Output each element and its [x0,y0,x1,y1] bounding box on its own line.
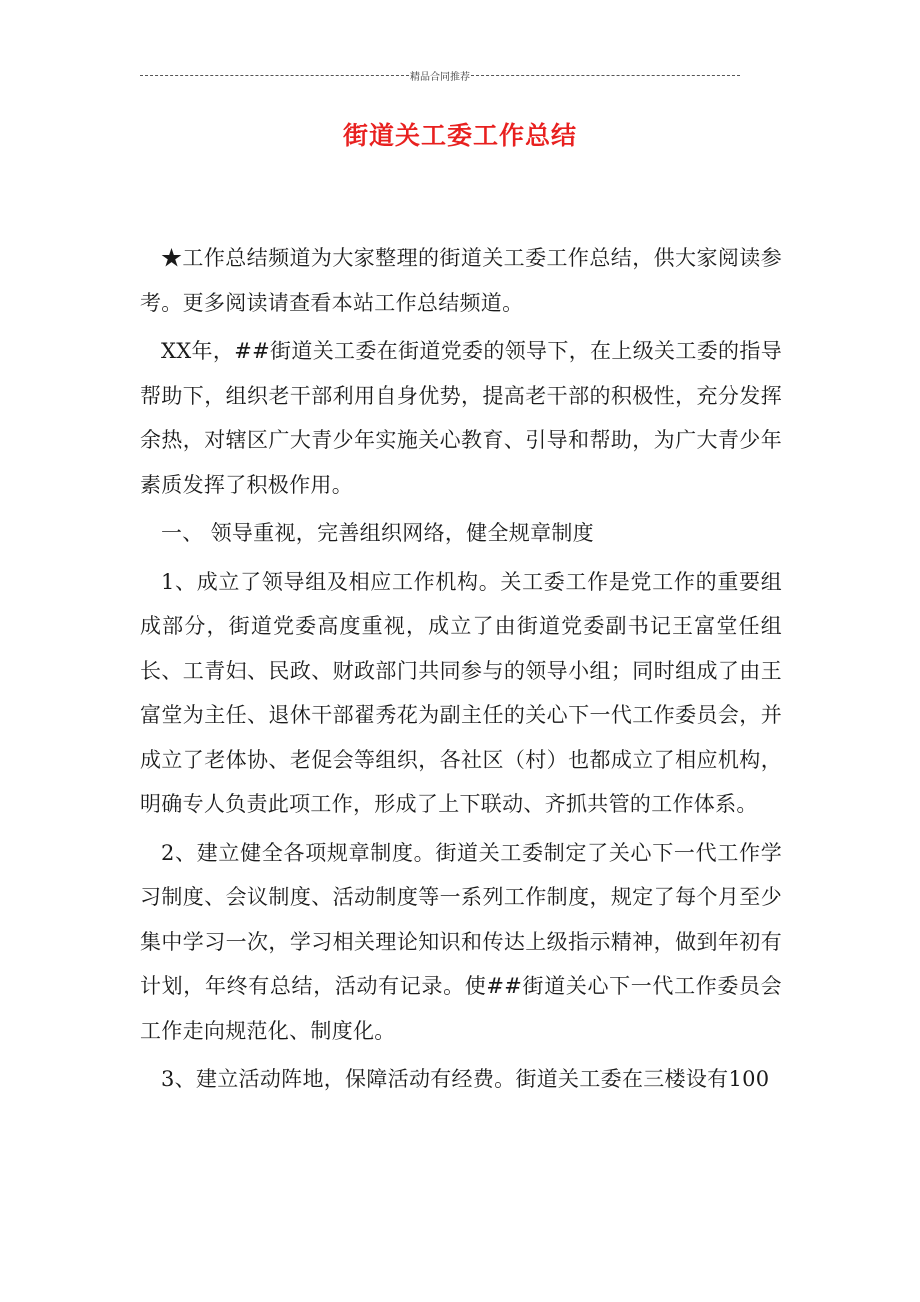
header-dash-left [140,75,409,76]
paragraph-intro: ★工作总结频道为大家整理的街道关工委工作总结，供大家阅读参考。更多阅读请查看本站工作总结频道。 [140,246,782,315]
paragraph-item-1: 1、成立了领导组及相应工作机构。关工委工作是党工作的重要组成部分，街道党委高度重视，成立了由街道党委副书记王富堂任组长、工青妇、民政、财政部门共同参与的领导小组；同时组成了由王富堂为主任、退休干部翟秀花为副主任的关心下一代工作委员会，并成立了老体协、老促会等组织，各社区（村）也都成立了相应机构，明确专人负责此项工作，形成了上下联动、齐抓共管的工作体系。 [140,569,782,816]
document-title: 街道关工委工作总结 [342,121,577,150]
header-label: 精品合同推荐 [410,71,470,83]
paragraph-item-3: 3、建立活动阵地，保障活动有经费。街道关工委在三楼设有100 [161,1067,770,1091]
document-body [140,236,782,1102]
paragraph-overview: XX年，##街道关工委在街道党委的领导下，在上级关工委的指导帮助下，组织老干部利用自身优势，提高老干部的积极性，充分发挥余热，对辖区广大青少年实施关心教育、引导和帮助，为广大青少年素质发挥了积极作用。 [140,339,782,497]
section-heading-1: 一、 领导重视，完善组织网络，健全规章制度 [161,521,594,545]
paragraph-item-2: 2、建立健全各项规章制度。街道关工委制定了关心下一代工作学习制度、会议制度、活动制度等一系列工作制度，规定了每个月至少集中学习一次，学习相关理论知识和传达上级指示精神，做到年初有计划，年终有总结，活动有记录。使##街道关心下一代工作委员会工作走向规范化、制度化。 [140,840,782,1043]
header-dash-right [471,75,740,76]
page-header-rule [140,66,740,84]
